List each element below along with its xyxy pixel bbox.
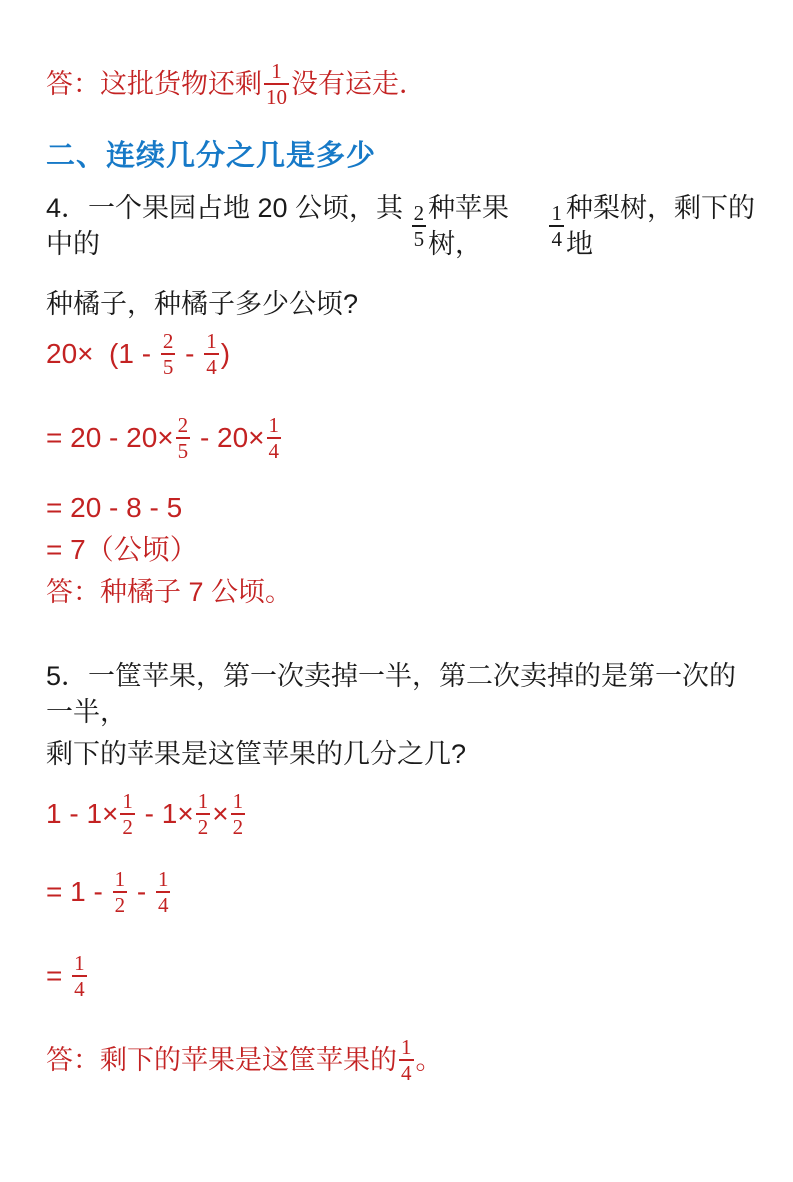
fraction-denominator: 4 [551, 226, 562, 251]
fraction [264, 60, 289, 108]
fraction-numerator: 1 [271, 59, 282, 84]
fraction-numerator: 1 [551, 201, 562, 226]
fraction [412, 202, 427, 250]
problem4-statement-line2 [46, 286, 757, 322]
text-run: 种苹果树， [428, 193, 510, 259]
fraction [204, 330, 219, 378]
document-body [0, 60, 793, 1182]
fraction [161, 330, 176, 378]
fraction-numerator: 1 [122, 789, 133, 814]
text-run: 剩下的苹果是这筐苹果的几分之几? [46, 739, 467, 769]
fraction [156, 868, 171, 916]
fraction-denominator: 2 [197, 814, 209, 839]
fraction-numerator: 1 [401, 1035, 412, 1060]
fraction-denominator: 5 [413, 226, 425, 251]
text-run: 没有运走． [291, 69, 426, 99]
fraction [120, 790, 135, 838]
answer-line-previous-problem [46, 60, 757, 108]
fraction-numerator: 1 [232, 789, 244, 814]
text-run: 答：这批货物还剩 [46, 69, 262, 99]
text-run: 种橘子，种橘子多少公顷? [46, 289, 359, 319]
fraction-numerator: 1 [114, 867, 126, 892]
text-run: - [177, 338, 203, 369]
fraction-numerator: 2 [413, 201, 425, 226]
text-run: - 20× [192, 422, 265, 453]
fraction-numerator: 1 [197, 789, 209, 814]
fraction [196, 790, 211, 838]
problem4-equation-2 [46, 414, 757, 462]
fraction-denominator: 5 [162, 354, 174, 379]
fraction [399, 1036, 414, 1084]
fraction-numerator: 1 [157, 867, 169, 892]
problem4-equation-4 [46, 532, 757, 568]
section-heading [46, 138, 757, 174]
problem5-statement-line1 [46, 658, 757, 730]
problem4-answer-line [46, 574, 757, 610]
fraction-denominator: 2 [232, 814, 244, 839]
fraction-denominator: 2 [114, 892, 126, 917]
text-run: - 1× [136, 798, 194, 829]
text-run: 1 - 1× [46, 798, 119, 829]
fraction-denominator: 5 [177, 438, 189, 463]
fraction-numerator: 1 [74, 951, 85, 976]
text-run: - [129, 876, 154, 907]
text-run: 20× (1 - [46, 338, 159, 369]
fraction-numerator: 2 [177, 413, 189, 438]
fraction [549, 202, 564, 250]
problem5-equation-2 [46, 868, 757, 916]
problem4-equation-3 [46, 490, 757, 526]
fraction-denominator: 4 [74, 976, 85, 1001]
text-run: 4．一个果园占地 20 公顷，其中的 [46, 193, 404, 259]
fraction-denominator: 4 [206, 354, 217, 379]
fraction-denominator: 4 [157, 892, 169, 917]
fraction [72, 952, 87, 1000]
fraction [113, 868, 128, 916]
problem5-answer-line [46, 1036, 757, 1084]
fraction [176, 414, 191, 462]
text-run: 二、连续几分之几是多少 [46, 140, 377, 172]
text-run: = 7（公顷） [46, 534, 198, 565]
text-run: ) [220, 338, 231, 369]
worksheet-page [0, 60, 793, 1182]
text-run: 种梨树，剩下的地 [565, 193, 755, 259]
problem5-statement-line2 [46, 736, 757, 772]
fraction-numerator: 1 [206, 329, 217, 354]
text-run: = 20 - 20× [46, 422, 174, 453]
problem4-statement-line1 [46, 190, 757, 262]
fraction-denominator: 2 [122, 814, 133, 839]
fraction-numerator: 2 [162, 329, 174, 354]
text-run: × [212, 798, 229, 829]
text-run: 答：剩下的苹果是这筐苹果的 [46, 1045, 397, 1075]
fraction [267, 414, 282, 462]
fraction-denominator: 4 [401, 1060, 412, 1085]
fraction-denominator: 10 [266, 84, 287, 109]
text-run: 答：种橘子 7 公顷。 [46, 577, 293, 607]
text-run: 5．一筐苹果，第一次卖掉一半，第二次卖掉的是第一次的一半， [46, 661, 737, 727]
text-run: = 20 - 8 - 5 [46, 492, 183, 523]
problem4-equation-1 [46, 330, 757, 378]
problem5-equation-3 [46, 952, 757, 1000]
text-run: = 1 - [46, 876, 111, 907]
fraction-denominator: 4 [268, 438, 280, 463]
fraction [231, 790, 246, 838]
fraction-numerator: 1 [268, 413, 280, 438]
problem5-equation-1 [46, 790, 757, 838]
text-run: 。 [415, 1045, 443, 1075]
text-run: = [46, 960, 71, 991]
